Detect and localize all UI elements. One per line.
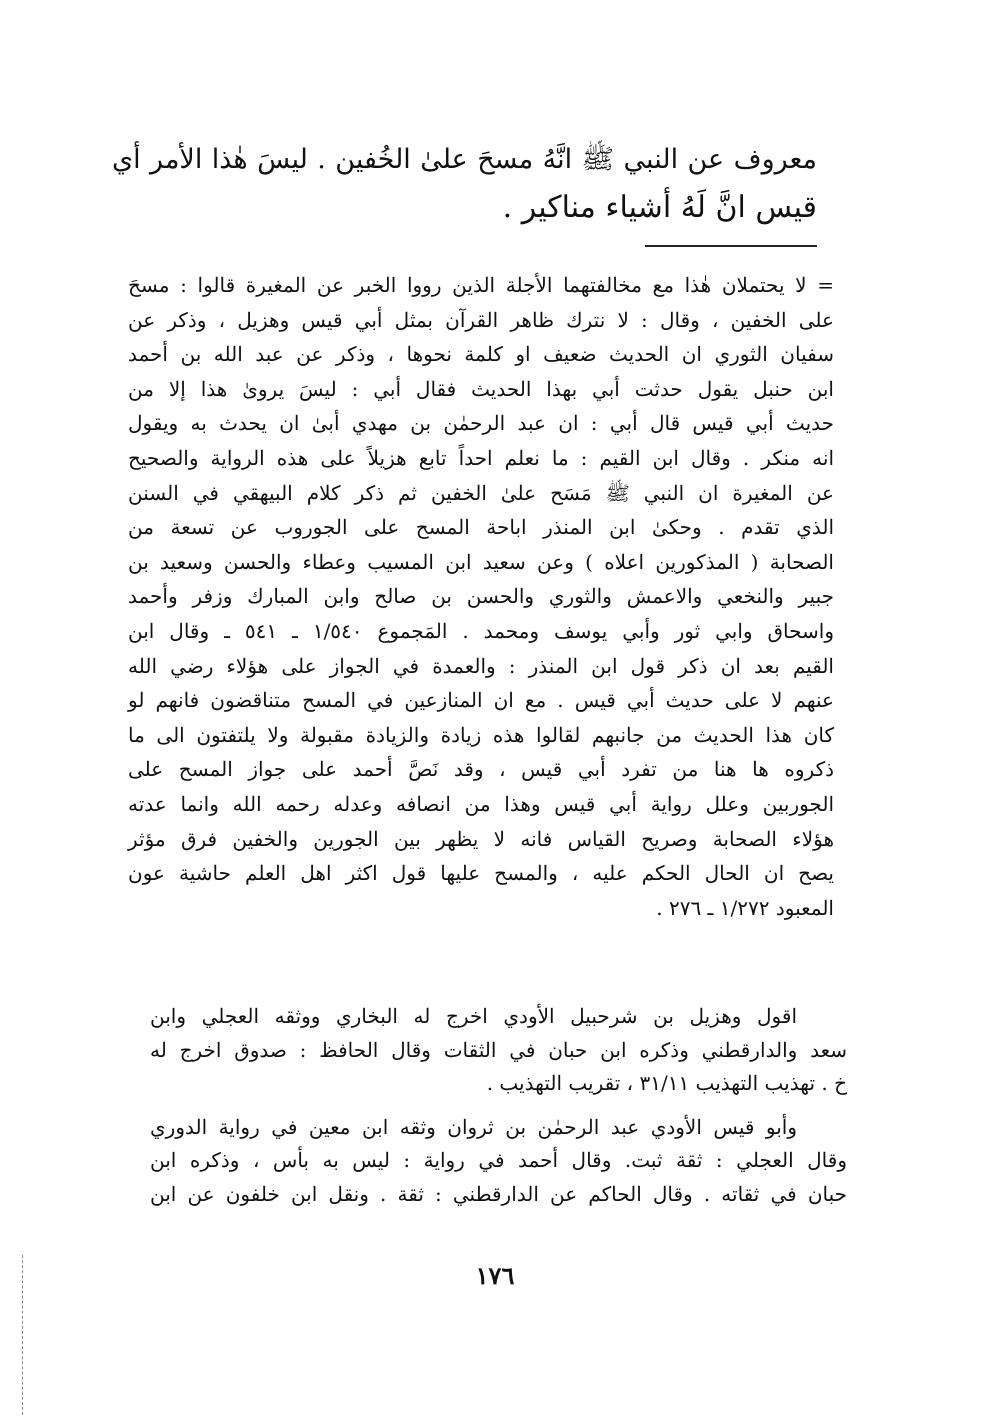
footnote-line: على الخفين ، وقال : لا نترك ظاهر القرآن بمثل أبي قيس وهزيل ، وذكر عن [128,307,834,332]
footnote-line: المعبود ١/٢٧٢ ـ ٢٧٦ . [656,895,834,920]
commentary-line: سعد والدارقطني وذكره ابن حبان في الثقات وقال الحافظ : صدوق اخرج له [150,1037,847,1062]
main-text-line: قيس انَّ لَهُ أشياء مناكير . [502,190,817,225]
commentary-line: خ . تهذيب التهذيب ٣١/١١ ، تقريب التهذيب . [486,1071,847,1095]
footnote-line: سفيان الثوري ان الحديث ضعيف او كلمة نحوها ، وذكر عن عبد الله بن أحمد [128,342,834,367]
footnote-line: كان هذا الحديث من جانبهم لقالوا هذه زيادة والزيادة مقبولة ولا يلتفتون الى ما [128,722,834,747]
footnote-line: القيم بعد ان ذكر قول ابن المنذر : والعمدة في الجواز على هؤلاء رضي الله [128,653,834,678]
footnote-separator [645,245,817,247]
commentary [150,1000,847,1211]
footnote [128,268,834,925]
footnote-line: الجوربين وعلل رواية أبي قيس وهذا من انصافه وعدله رحمه الله وانما عدته [128,791,834,816]
commentary-paragraph [150,1000,847,1101]
page-number: ١٧٦ [475,1261,515,1290]
footnote-line: واسحاق وابي ثور وأبي يوسف ومحمد . المَجموع ١/٥٤٠ ـ ٥٤١ ـ وقال ابن [128,618,834,643]
footnote-line: الذي تقدم . وحكىٰ ابن المنذر اباحة المسح على الجوروب عن تسعة من [128,515,834,540]
footnote-line: جبير والنخعي والاعمش والثوري والحسن بن صالح وابن المبارك وزفر وأحمد [128,584,834,609]
footnote-line: حديث أبي قيس قال أبي : ان عبد الرحمٰن بن مهدي أبىٰ ان يحدث به ويقول [128,411,834,436]
commentary-line: وقال العجلي : ثقة ثبت. وقال أحمد في رواية : ليس به بأس ، وذكره ابن [150,1148,847,1172]
footnote-line: انه منكر . وقال ابن القيم : ما نعلم احداً تابع هزيلاً على هذه الرواية والصحيح [128,445,834,470]
page-edge-marks [22,1255,24,1415]
main-text [112,136,817,232]
footnote-line: هؤلاء الصحابة وصريح القياس فانه لا يظهر بين الجورين والخفين فرق مؤثر [128,826,834,851]
footnote-line: الصحابة ( المذكورين اعلاه ) وعن سعيد ابن المسيب وعطاء والحسن وسعيد بن [128,549,834,574]
footnote-line: عنهم لا على حديث أبي قيس . مع ان المنازعين في المسح متناقضون فانهم لو [128,688,834,713]
commentary-paragraph [150,1111,847,1212]
footnote-line: ذكروه ها هنا من تفرد أبي قيس ، وقد نَصَّ أحمد على جواز المسح على [128,757,834,782]
main-text-line: معروف عن النبي ﷺ انَّهُ مسحَ علىٰ الخُفين . ليسَ هٰذا الأمر أي [112,144,817,175]
footnote-line: = لا يحتملان هٰذا مع مخالفتهما الأجلة الذين رووا الخبر عن المغيرة قالوا : مسحَ [128,273,834,297]
footnote-line: يصح ان الحال الحكم عليه ، والمسح عليها قول اكثر اهل العلم حاشية عون [128,861,834,886]
commentary-line: وأبو قيس الأودي عبد الرحمٰن بن ثروان وثقه ابن معين في رواية الدوري [150,1114,797,1139]
footnote-line: ابن حنبل يقول حدثت أبي بهذا الحديث فقال أبي : ليسَ يروىٰ هذا إلا من [128,376,834,401]
footnote-line: عن المغيرة ان النبي ﷺ مَسَح علىٰ الخفين ثم ذكر كلام البيهقي في السنن [128,480,834,505]
commentary-line: حبان في ثقاته . وقال الحاكم عن الدارقطني : ثقة . ونقل ابن خلفون عن ابن [150,1181,847,1206]
commentary-line: اقول وهزيل بن شرحبيل الأودي اخرج له البخاري ووثقه العجلي وابن [150,1004,798,1028]
